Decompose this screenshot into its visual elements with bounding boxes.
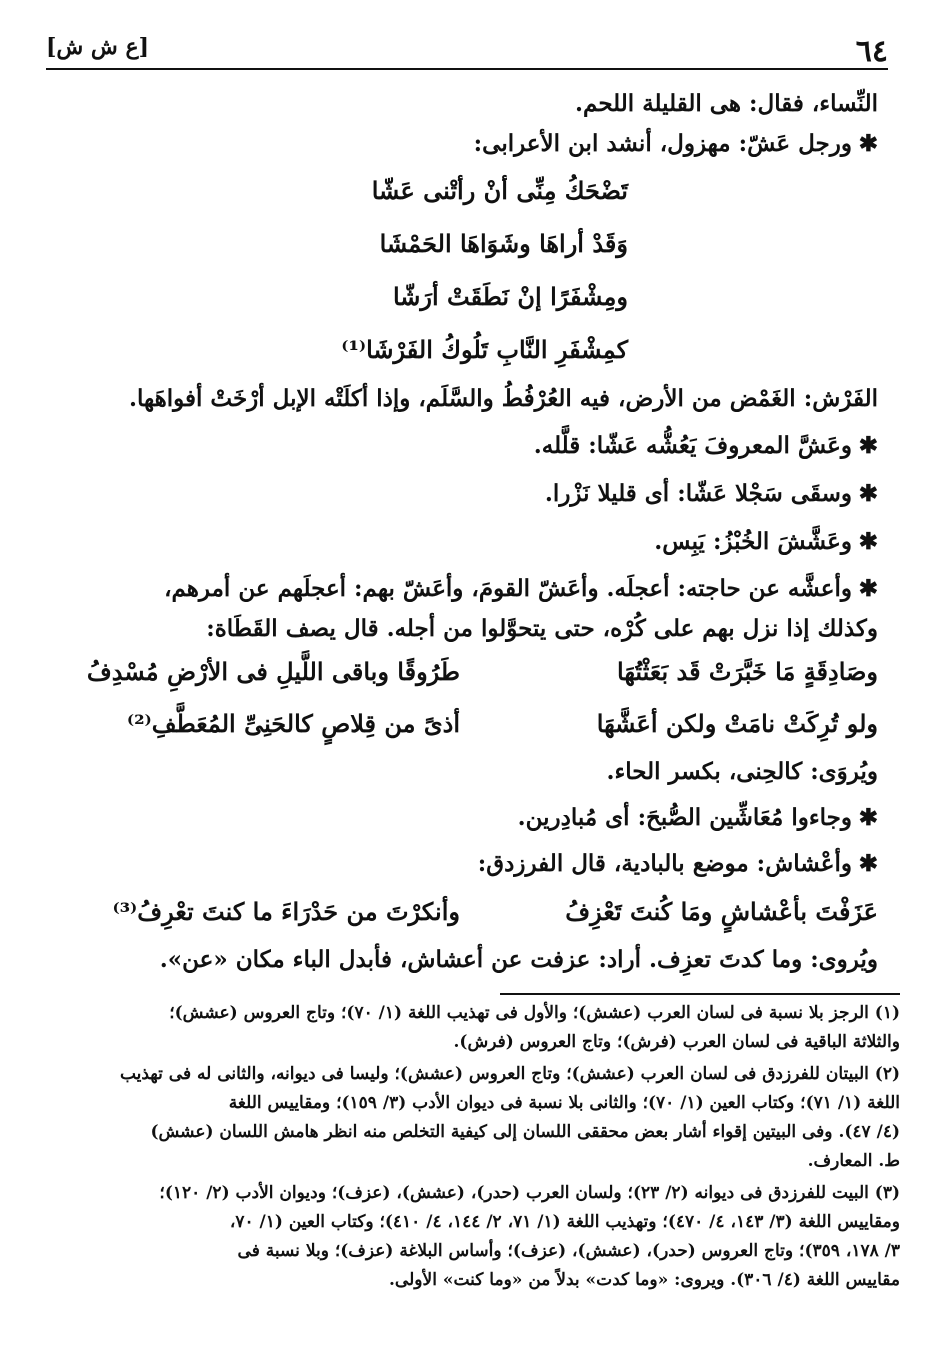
text-line: ويُروى: وما كدتَ تعزِف. أراد: عزفت عن أعشاش، فأبدل الباء مكان «عن». (159, 946, 878, 973)
footnote (40, 1179, 900, 1295)
footnote (40, 999, 900, 1057)
hemistich: وأنكرْتَ من حَدْرَاءَ ما كنتَ تعْرِفُ⁽³⁾ (112, 897, 460, 926)
footnote (40, 1060, 900, 1176)
text-line: وكذلك إذا نزل بهم على كُرْه، حتى يتحوَّلوا من أجله. قال يصف القَطَاة: (206, 615, 878, 642)
entry-line: ✱وأعشَّه عن حاجته: أعجلَه. وأعَشّ القومَ، وأعَشّ بهم: أعجلَهم عن أمرهم، (80, 566, 878, 612)
footnotes (40, 999, 900, 1298)
entry-line: ✱وعَشَّشَ الخُبْزُ: يَبِس. (80, 518, 878, 566)
entry-line: ✱وأعْشاش: موضع بالبادية، قال الفرزدق: (80, 842, 878, 886)
footnote-line: ٣/ ١٧٨، ٣٥٩)؛ وتاج العروس (حدر)، (عشش)، (عزف)؛ وأساس البلاغة (عزف)؛ وبلا نسبة فى (237, 1241, 900, 1261)
entry-line: ✱وجاءوا مُعَاشِّين الصُّبحَ: أى مُبادِرين. (80, 794, 878, 842)
entry-line: ✱ورجل عَشّ: مهزول، أنشد ابن الأعرابى: (80, 124, 878, 164)
star-marker: ✱ (858, 432, 878, 459)
footnote-rule (500, 993, 900, 995)
hemistich: ولو تُرِكَتْ نامَتْ ولكن أعَشَّهَا (596, 709, 878, 738)
verse-line: وَقَدْ أراهَا وشَوَاهَا الحَمْشَا (379, 229, 628, 258)
entry-line: ✱وسقَى سَجْلا عَشّا: أى قليلا نَزْرا. (80, 470, 878, 518)
verse-couplet (80, 646, 878, 698)
verse-line: تَضْحَكُ مِنِّى أنْ رأتْنى عَشّا (371, 176, 628, 205)
hemistich: طَرُوقًا وباقى اللَّيلِ فى الأرْضِ مُسْدِفُ (86, 657, 460, 686)
entry-line: ✱وعَشَّ المعروفَ يَعُشُّه عَشّا: قلَّله. (80, 422, 878, 470)
star-marker: ✱ (858, 850, 878, 877)
footnote-line: ط. المعارف. (807, 1151, 900, 1171)
footnote-line: (٤/ ٤٧). وفى البيتين إقواء أشار بعض محققى اللسان إلى كيفية التخلص منه انظر هامش اللسان (عشش) (150, 1122, 900, 1142)
verse-line: كمِشْفَرِ النَّابِ تَلُوكُ الفَرْشَا⁽¹⁾ (341, 335, 628, 364)
footnote-line: (٢) البيتان للفرزدق فى لسان العرب (عشش)؛ وتاج العروس (عشش)؛ وليسا فى ديوانه، والثانى له فى تهذيب (119, 1064, 900, 1084)
star-marker: ✱ (858, 575, 878, 602)
star-marker: ✱ (858, 804, 878, 831)
footnote-line: مقاييس اللغة (٤/ ٣٠٦). ويروى: «وما كدت» بدلاً من «وما كنت» الأولى. (389, 1270, 900, 1290)
text-line: الفَرْش: الغَمْض من الأرض، فيه العُرْفُطُ والسَّلَم، وإذا أكلَتْه الإبل أرْخَتْ أفواهَها. (128, 385, 878, 412)
hemistich: عَزَفْتَ بأعْشاشٍ ومَا كُنتَ تَعْزِفُ (565, 897, 878, 926)
verse-line: ومِشْفَرًا إنْ نَطَقَتْ أرَشّا (392, 282, 628, 311)
footnote-line: (٣) البيت للفرزدق فى ديوانه (٢/ ٢٣)؛ ولسان العرب (حدر)، (عشش)، (عزف)؛ وديوان الأدب (٢/ ١٢٠)؛ (159, 1183, 900, 1203)
hemistich: أذىً من قِلاصٍ كالحَنِىِّ المُعَطَّفِ⁽²⁾ (126, 709, 460, 738)
footnote-line: اللغة (١/ ٧١)؛ وكتاب العين (١/ ٧٠)؛ والثانى بلا نسبة فى ديوان الأدب (٣/ ١٥٩)؛ ومقاييس اللغة (228, 1093, 900, 1113)
footnote-line: ومقاييس اللغة (٣/ ١٤٣، ٤/ ٤٧٠)؛ وتهذيب اللغة (١/ ٧١، ٢/ ١٤٤، ٤/ ٤١٠)؛ وكتاب العين (١/ ٧٠، (229, 1212, 900, 1232)
page-number: ٦٤ (855, 34, 888, 69)
hemistich: وصَادِقَةٍ مَا خَبَّرَتْ قَد بَعَثْتُهَا (617, 657, 878, 686)
main-text (80, 84, 878, 982)
verse-couplet (80, 698, 878, 750)
star-marker: ✱ (858, 130, 878, 157)
text-line: النِّساء، فقال: هى القليلة اللحم. (575, 90, 878, 117)
footnote-line: والثلاثة الباقية فى لسان العرب (فرش)؛ وتاج العروس (فرش). (453, 1032, 900, 1052)
text-line: ويُروَى: كالحِنى، بكسر الحاء. (606, 758, 878, 785)
footnote-line: (١) الرجز بلا نسبة فى لسان العرب (عشش)؛ والأول فى تهذيب اللغة (١/ ٧٠)؛ وتاج العروس (عشش)؛ (169, 1003, 900, 1023)
star-marker: ✱ (858, 480, 878, 507)
star-marker: ✱ (858, 528, 878, 555)
verse-couplet (80, 886, 878, 938)
header-rule (46, 68, 888, 70)
running-head: [ع ش ش] (46, 34, 149, 60)
